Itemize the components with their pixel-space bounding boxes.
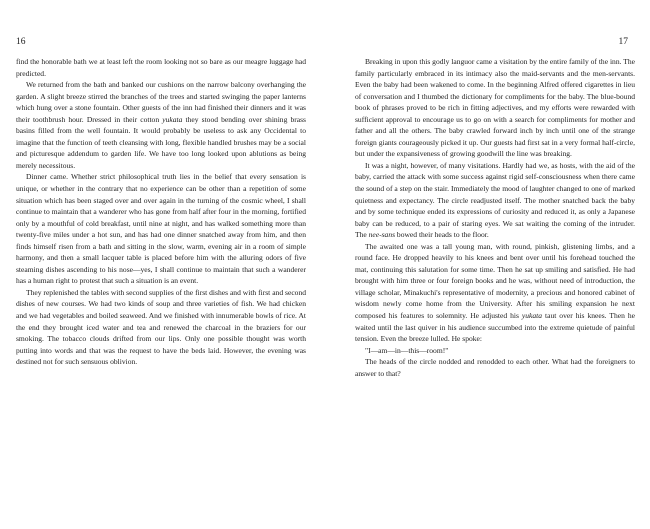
page-number: 17 xyxy=(618,37,628,47)
text-block xyxy=(355,56,635,379)
paragraph: It was a night, however, of many visitations. Hardly had we, as hosts, with the aid of the baby, carried the attack with some success against rigid self-consciousness when there came the sound of a step on the stair. Immediately the mood of laughter changed to one of marked quietness and expectancy. The circle readjusted itself. The mother snatched back the baby and by some technique ended its expressions of curiosity and reduced it, as only a Japanese baby can be reduced, to a pair of staring eyes. We sat waiting the coming of the intruder. The nee-sans bowed their heads to the floor. xyxy=(355,160,635,240)
paragraph: Breaking in upon this godly languor came a visitation by the entire family of the inn. The family particularly embraced in its intimacy also the maid-servants and the men-servants. Even the baby had been wakened to come. In the beginning Alfred offered cigarettes in lieu of conversation and I thumbed the dictionary for compliments for the baby. The blue-bound book of phrases proved to be rich in fitting adjectives, and my efforts were rewarded with sufficient approval to encourage us to go on with a search for compliments for mother and father and all the others. The baby crawled forward inch by inch until one of the strange foreign giants courageously picked it up. Our guests had first sat in a very formal half-circle, but under the expansiveness of growing goodwill the line was breaking. xyxy=(355,57,635,159)
text-block xyxy=(16,56,306,368)
paragraph: The awaited one was a tall young man, with round, pinkish, glistening limbs, and a round face. He dropped heavily to his knees and bent over until his forehead touched the mat, continuing this salutation for some time. Then he sat up smiling and satisfied. He had brought with him three or four foreign books and he was, without need of introduction, the village scholar, Minakuchi's representative of modernity, a precious and honored cabinet of wisdom newly come home from the University. After his smiling expansion he next composed his features to solemnity. He adjusted his yukata taut over his knees. Then he waited until the last quiver in his audience succumbed into the extreme quietude of painful tension. Even the breeze lulled. He spoke: xyxy=(355,241,635,344)
paragraph: The heads of the circle nodded and renodded to each other. What had the foreigners to answer to that? xyxy=(355,357,635,378)
paragraph: find the honorable bath we at least left the room looking not so bare as our meagre luggage had predicted. xyxy=(16,57,306,78)
paragraph: We returned from the bath and banked our cushions on the narrow balcony overhanging the garden. A slight breeze stirred the branches of the trees and started swinging the paper lanterns which hung over a stone fountain. Other guests of the inn had finished their dinners and it was their toothbrush hour. Dressed in their cotton yukata they stood bending over shining brass basins filled from the well fountain. It would probably be useless to ask any Occidental to imagine that the function of teeth cleansing with long, flexible handled brushes may be a social and picturesque addendum to garden life. We have too long looked upon ablutions as being merely necessitous. xyxy=(16,80,306,170)
paragraph: They replenished the tables with second supplies of the first dishes and with first and second dishes of new courses. We had two kinds of soup and three varieties of fish. We had chicken and we had vegetables and boiled seaweed. And we finished with innumerable bowls of rice. At the end they brought iced water and tea and renewed the charcoal in the braziers for our smoking. The tobacco clouds drifted from our lips. Only one possible thought was worth putting into words and that was the request to have the beds laid. However, the evening was destined not for such sensuous oblivion. xyxy=(16,287,306,367)
paragraph: "I—am—in—this—room!" xyxy=(365,345,449,355)
page-number: 16 xyxy=(16,37,26,47)
paragraph: Dinner came. Whether strict philosophical truth lies in the belief that every sensation is unique, or whether in the contrary that no experience can be other than a repetition of some situation which has been staged over and over again in the turning of the cosmic wheel, I shall continue to maintain that a wanderer who has gone from half after four in the morning, fortified only by a mouthful of cold breakfast, until nine at night, and has walked something more than twenty-five miles under a hot sun, and has had one dinner snatched away from him, and then finds himself risen from a bath and sitting in the slow, warm, evening air in a room of simple harmony, and then a small lacquer table is placed before him with the alluring odors of five steaming dishes ascending to his nose—yes, I shall continue to maintain that such a wanderer has a human right to protest that such a situation is an event. xyxy=(16,172,306,286)
right-page xyxy=(325,0,650,529)
